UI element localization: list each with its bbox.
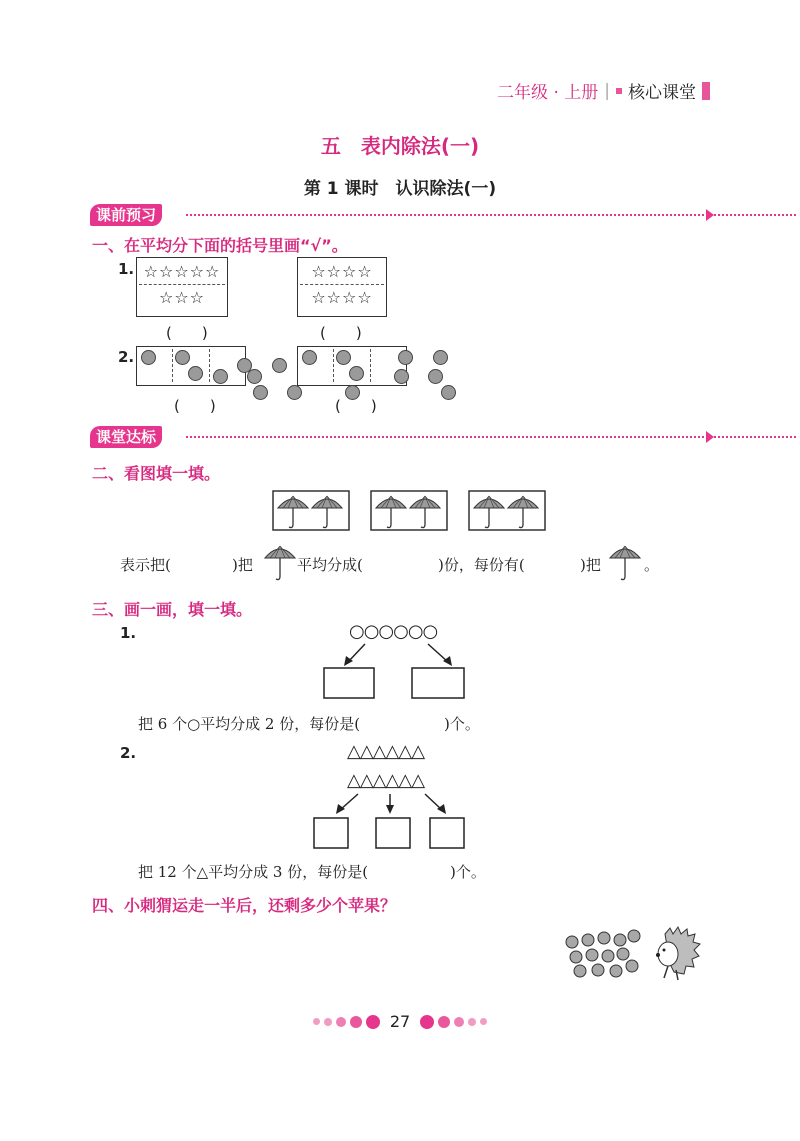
split-diagram-1 — [320, 640, 470, 702]
face-box-a — [136, 346, 246, 386]
classroom-tag: 课堂达标 — [90, 426, 162, 448]
preview-tag: 课前预习 — [90, 204, 162, 226]
preview-banner — [90, 204, 710, 226]
core-label: 核心课堂 — [628, 83, 696, 103]
answer-box[interactable] — [324, 668, 374, 698]
q3-sentence-1a: 把 6 个○平均分成 2 份，每份是( — [138, 715, 361, 733]
q3-item-1-number: 1. — [120, 624, 137, 642]
face-icon — [287, 385, 302, 400]
q2-text-5: )把 — [580, 556, 601, 574]
answer-box[interactable] — [314, 818, 348, 848]
footer-dot-icon — [336, 1017, 346, 1027]
q1-item-1-number: 1. — [118, 260, 135, 278]
umbrella-box — [273, 491, 349, 530]
header-square-icon — [616, 88, 622, 94]
answer-paren[interactable]: ( ) — [320, 324, 362, 342]
triangle-row: △△△△△△ — [347, 770, 425, 791]
footer-dot-icon — [366, 1015, 380, 1029]
q1-item-2-number: 2. — [118, 348, 135, 366]
banner-arrow-icon — [706, 431, 714, 443]
q3-sentence-1b: )个。 — [444, 715, 480, 733]
umbrella-icon — [264, 544, 296, 584]
dashed-divider — [370, 349, 371, 382]
unit-title: 五 表内除法(一) — [320, 134, 480, 158]
face-icon — [302, 350, 317, 365]
apples-hedgehog-illustration — [560, 924, 705, 986]
header-separator: | — [604, 80, 610, 101]
face-icon — [272, 358, 287, 373]
banner-dotted-line — [186, 214, 796, 216]
dashed-divider — [209, 349, 210, 382]
face-icon — [428, 369, 443, 384]
footer-dot-icon — [420, 1015, 434, 1029]
footer-dot-icon — [324, 1018, 332, 1026]
umbrella-box — [469, 491, 545, 530]
face-icon — [175, 350, 190, 365]
q2-text-4: )份，每份有( — [438, 556, 525, 574]
question-2-title: 二、看图填一填。 — [92, 464, 221, 483]
dashed-divider — [300, 284, 384, 285]
question-1-title: 一、在平均分下面的括号里画“√”。 — [92, 236, 348, 255]
split-diagram-2 — [310, 790, 470, 850]
q3-item-2-number: 2. — [120, 744, 137, 762]
answer-paren[interactable]: ( ) — [166, 324, 208, 342]
question-3-title: 三、画一画，填一填。 — [92, 600, 253, 619]
umbrella-groups — [272, 490, 548, 532]
banner-dotted-line — [186, 436, 796, 438]
star-row-bottom: ☆☆☆☆ — [311, 288, 373, 307]
dashed-divider — [333, 349, 334, 382]
face-icon — [253, 385, 268, 400]
banner-arrow-icon — [706, 209, 714, 221]
answer-box[interactable] — [430, 818, 464, 848]
face-icon — [394, 369, 409, 384]
umbrella-box — [371, 491, 447, 530]
star-row-bottom: ☆☆☆ — [158, 288, 206, 307]
footer-dot-icon — [350, 1016, 362, 1028]
q2-text-6: 。 — [644, 556, 660, 574]
answer-paren[interactable]: ( ) — [335, 397, 377, 415]
circle-row: ○○○○○○ — [349, 621, 438, 642]
lesson-title: 第 1 课时 认识除法(一) — [303, 179, 497, 199]
question-4-title: 四、小刺猬运走一半后，还剩多少个苹果？ — [92, 896, 397, 915]
answer-box[interactable] — [376, 818, 410, 848]
grade-label: 二年级 · 上册 — [497, 83, 599, 103]
classroom-banner — [90, 426, 710, 448]
footer-dot-icon — [438, 1016, 450, 1028]
face-icon — [247, 369, 262, 384]
dashed-divider — [172, 349, 173, 382]
star-box-a — [136, 257, 228, 317]
footer-dot-icon — [454, 1017, 464, 1027]
apple-icon — [566, 930, 640, 977]
face-icon — [213, 369, 228, 384]
answer-paren[interactable]: ( ) — [174, 397, 216, 415]
star-row-top: ☆☆☆☆ — [311, 262, 373, 281]
star-row-top: ☆☆☆☆☆ — [143, 262, 221, 281]
q2-text-1: 表示把( — [120, 556, 171, 574]
star-box-b — [297, 257, 387, 317]
footer-dot-icon — [468, 1018, 476, 1026]
face-icon — [398, 350, 413, 365]
umbrella-icon — [609, 544, 641, 584]
face-icon — [433, 350, 448, 365]
page-header — [497, 78, 710, 103]
q3-sentence-2b: )个。 — [450, 863, 486, 881]
face-icon — [336, 350, 351, 365]
face-icon — [141, 350, 156, 365]
footer-dot-icon — [313, 1018, 320, 1025]
triangle-row: △△△△△△ — [347, 741, 425, 762]
q2-text-2: )把 — [232, 556, 253, 574]
face-icon — [441, 385, 456, 400]
q2-text-3: 平均分成( — [297, 556, 363, 574]
page-footer — [0, 1012, 800, 1031]
face-icon — [349, 366, 364, 381]
face-icon — [188, 366, 203, 381]
face-box-b — [297, 346, 407, 386]
footer-dot-icon — [480, 1018, 487, 1025]
dashed-divider — [139, 284, 225, 285]
header-bar-icon — [702, 82, 710, 100]
q3-sentence-2a: 把 12 个△平均分成 3 份，每份是( — [138, 863, 369, 881]
answer-box[interactable] — [412, 668, 464, 698]
hedgehog-icon — [656, 927, 700, 980]
page-number: 27 — [389, 1012, 411, 1031]
